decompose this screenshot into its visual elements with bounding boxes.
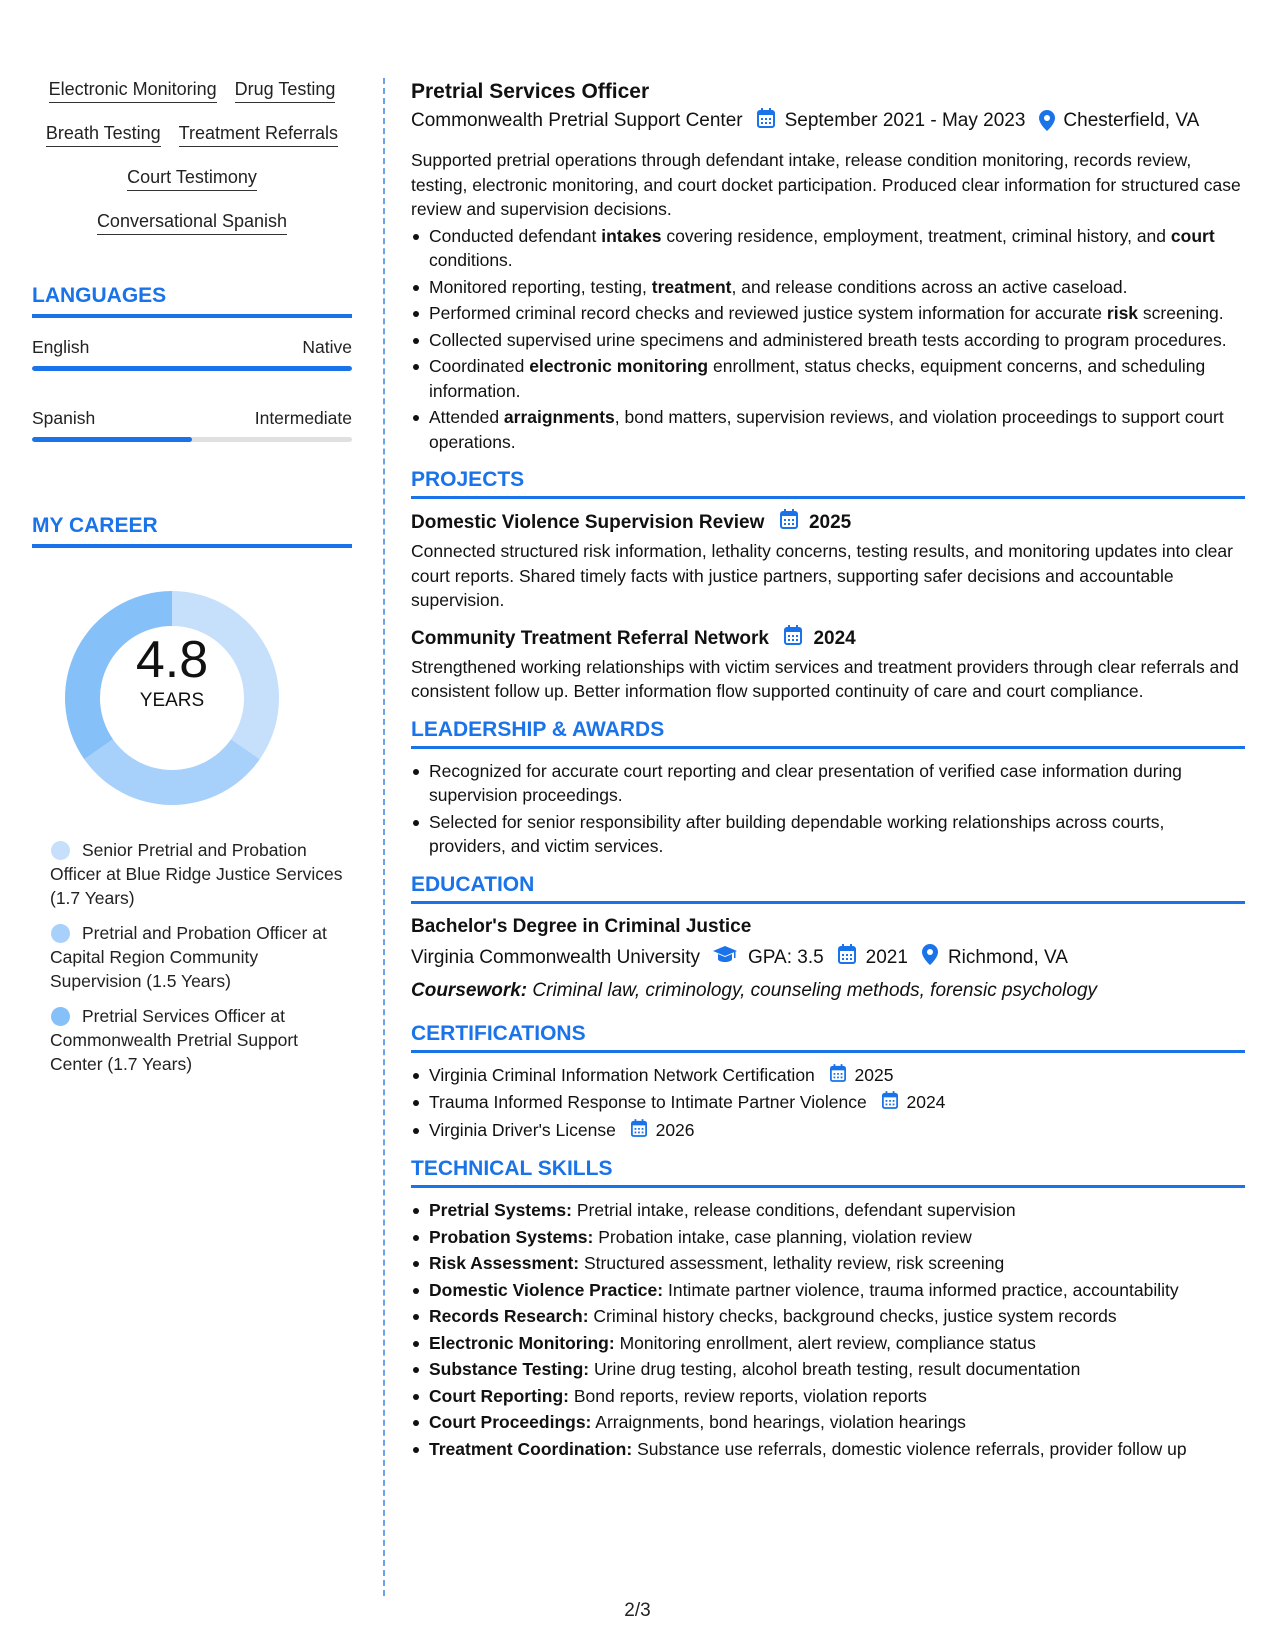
project-year: 2024 (813, 627, 856, 649)
certification-list (411, 1063, 1245, 1144)
education-year: 2021 (865, 947, 908, 968)
calendar-icon (631, 1119, 647, 1144)
technical-skill-item: Court Reporting: Bond reports, review reports, violation reports (411, 1384, 1245, 1409)
career-list (32, 838, 352, 1076)
certification-item: Virginia Criminal Information Network Certification 2025 (411, 1063, 1245, 1089)
job-bullets (411, 224, 1245, 455)
skill-tag: Conversational Spanish (97, 210, 287, 235)
job-bullet: Performed criminal record checks and reviewed justice system information for accurate risk screening. (411, 301, 1245, 326)
project-item (411, 625, 1245, 704)
career-total: 4.8 (135, 631, 209, 689)
calendar-icon (784, 625, 802, 653)
job-bullet: Monitored reporting, testing, treatment, and release conditions across an active caseload. (411, 275, 1245, 300)
skill-tag: Treatment Referrals (179, 122, 338, 147)
left-column (32, 78, 352, 1087)
career-item (32, 838, 352, 910)
project-desc: Strengthened working relationships with victim services and treatment providers through clear referrals and consistent follow up. Better information flow supported continuity of care and court compliance. (411, 656, 1239, 701)
leadership-list (411, 759, 1245, 859)
column-divider (383, 78, 385, 1596)
career-unit: YEARS (139, 690, 205, 711)
leadership-item: Selected for senior responsibility after building dependable working relationships across courts, providers, and victim services. (411, 810, 1245, 859)
job-bullet: Collected supervised urine specimens and administered breath tests according to program procedures. (411, 328, 1245, 353)
skill-tag: Electronic Monitoring (49, 78, 217, 103)
certification-item: Virginia Driver's License 2026 (411, 1118, 1245, 1144)
technical-skill-item: Risk Assessment: Structured assessment, lethality review, risk screening (411, 1251, 1245, 1276)
location-pin-icon (922, 944, 938, 972)
technical-skill-item: Substance Testing: Urine drug testing, alcohol breath testing, result documentation (411, 1357, 1245, 1382)
job-location: Chesterfield, VA (1063, 110, 1200, 131)
job-bullet: Coordinated electronic monitoring enrollment, status checks, equipment concerns, and scheduling information. (411, 354, 1245, 403)
graduation-cap-icon (712, 945, 738, 970)
project-desc: Connected structured risk information, lethality concerns, testing results, and monitoring updates into clear court reports. Shared timely facts with justice partners, supporting safer decisions and accountable supervision. (411, 541, 1233, 610)
career-dot (51, 1007, 70, 1026)
technical-skill-item: Court Proceedings: Arraignments, bond hearings, violation hearings (411, 1410, 1245, 1435)
career-donut-segment (84, 739, 260, 805)
education-heading: EDUCATION (411, 873, 1245, 904)
language-bar-fill (32, 366, 352, 371)
language-bar (32, 366, 352, 371)
location-pin-icon (1039, 108, 1055, 138)
job-summary: Supported pretrial operations through defendant intake, release condition monitoring, records review, testing, electronic monitoring, and court docket participation. Produced clear information for structured case review and supervision decisions. (411, 150, 1241, 219)
career-heading: MY CAREER (32, 514, 352, 548)
skill-tag: Court Testimony (127, 166, 257, 191)
leadership-item: Recognized for accurate court reporting and clear presentation of verified case information during supervision proceedings. (411, 759, 1245, 808)
technical-skill-item: Domestic Violence Practice: Intimate partner violence, trauma informed practice, accountability (411, 1278, 1245, 1303)
projects-heading: PROJECTS (411, 468, 1245, 499)
education-school: Virginia Commonwealth University (411, 947, 700, 968)
career-item (32, 1004, 352, 1076)
project-item (411, 509, 1245, 613)
calendar-icon (780, 509, 798, 537)
language-bar-fill (32, 437, 192, 442)
certification-year: 2024 (906, 1092, 946, 1113)
technical-skill-item: Pretrial Systems: Pretrial intake, release conditions, defendant supervision (411, 1198, 1245, 1223)
certification-item: Trauma Informed Response to Intimate Partner Violence 2024 (411, 1090, 1245, 1116)
technical-skill-item: Records Research: Criminal history checks, background checks, justice system records (411, 1304, 1245, 1329)
technical-skill-item: Treatment Coordination: Substance use referrals, domestic violence referrals, provider follow up (411, 1437, 1245, 1462)
career-item-text: Pretrial and Probation Officer at Capital Region Community Supervision (1.5 Years) (50, 923, 327, 991)
language-level: Native (302, 337, 352, 357)
technical-skill-item: Electronic Monitoring: Monitoring enrollment, alert review, compliance status (411, 1331, 1245, 1356)
career-donut (32, 548, 352, 838)
career-item-text: Senior Pretrial and Probation Officer at Blue Ridge Justice Services (1.7 Years) (50, 840, 343, 908)
project-year: 2025 (808, 512, 852, 534)
certifications-heading: CERTIFICATIONS (411, 1022, 1245, 1053)
leadership-heading: LEADERSHIP & AWARDS (411, 718, 1245, 749)
language-spanish (32, 407, 352, 442)
language-bar (32, 437, 352, 442)
certification-year: 2026 (655, 1119, 695, 1140)
calendar-icon (757, 108, 775, 138)
job-dates: September 2021 - May 2023 (784, 110, 1026, 131)
career-dot (51, 924, 70, 943)
job-company: Commonwealth Pretrial Support Center (411, 110, 743, 131)
skill-tag: Drug Testing (235, 78, 336, 103)
education-gpa: GPA: 3.5 (747, 947, 824, 968)
language-name: English (32, 337, 90, 357)
language-level: Intermediate (254, 408, 352, 428)
technical-skill-item: Probation Systems: Probation intake, case planning, violation review (411, 1225, 1245, 1250)
career-dot (51, 841, 70, 860)
job-bullet: Attended arraignments, bond matters, supervision reviews, and violation proceedings to support court operations. (411, 405, 1245, 454)
education-meta (411, 944, 1245, 972)
education-location: Richmond, VA (947, 947, 1068, 968)
education-coursework: Coursework: Criminal law, criminology, counseling methods, forensic psychology (411, 979, 1098, 1001)
page-number: 2/3 (624, 1600, 651, 1621)
technical-skills-list (411, 1198, 1245, 1461)
language-name: Spanish (32, 408, 96, 428)
certification-year: 2025 (854, 1064, 894, 1085)
education-degree: Bachelor's Degree in Criminal Justice (411, 915, 752, 937)
skill-tag: Breath Testing (46, 122, 161, 147)
calendar-icon (830, 1064, 846, 1089)
career-item (32, 921, 352, 993)
calendar-icon (882, 1091, 898, 1116)
project-title: Community Treatment Referral Network 2024 (411, 625, 1245, 653)
technical-skills-heading: TECHNICAL SKILLS (411, 1157, 1245, 1188)
right-column (411, 78, 1245, 1463)
calendar-icon (838, 944, 856, 971)
job-meta (411, 108, 1245, 138)
job-title: Pretrial Services Officer (411, 80, 650, 103)
job-bullet: Conducted defendant intakes covering residence, employment, treatment, criminal history, and court conditions. (411, 224, 1245, 273)
career-item-text: Pretrial Services Officer at Commonwealth Pretrial Support Center (1.7 Years) (50, 1006, 299, 1074)
project-title: Domestic Violence Supervision Review 2025 (411, 509, 1245, 537)
languages-heading: LANGUAGES (32, 284, 352, 318)
language-english (32, 336, 352, 371)
skill-tags (32, 78, 352, 254)
